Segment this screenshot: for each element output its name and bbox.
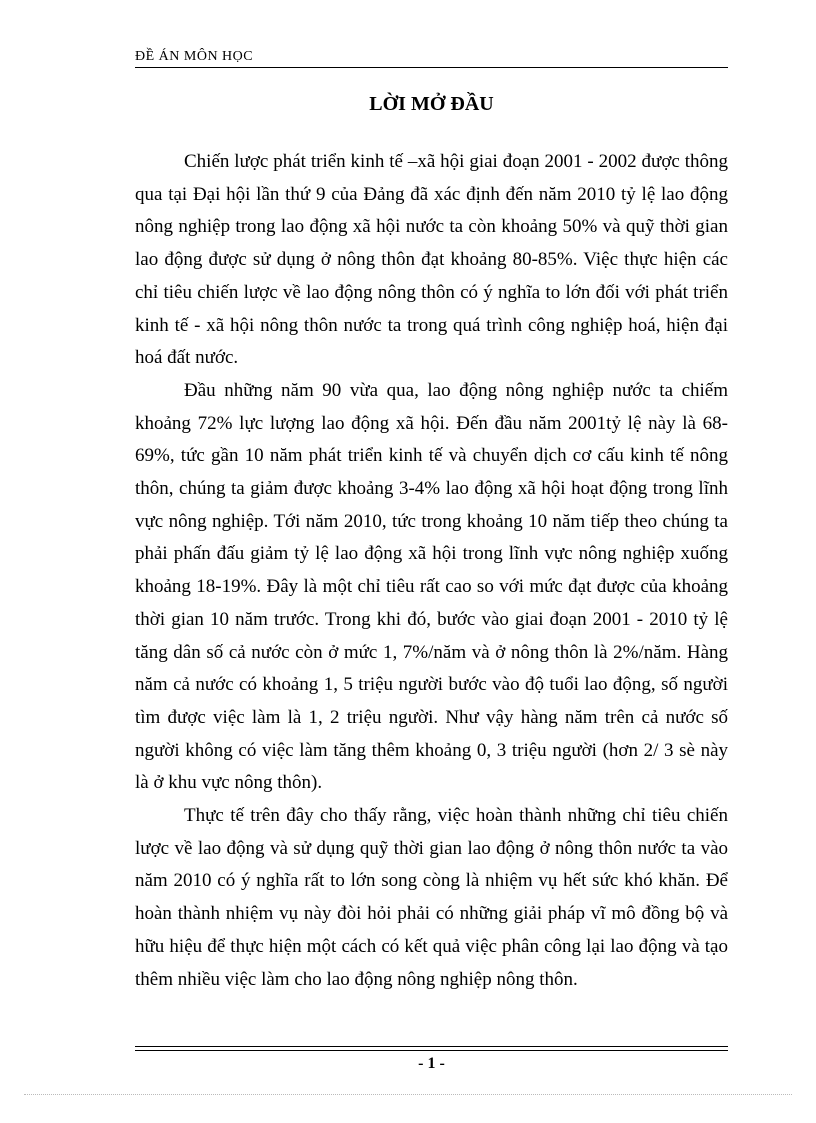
body-text [135, 146, 728, 996]
footer-divider-top [135, 1046, 728, 1047]
header-divider [135, 67, 728, 68]
page-title: LỜI MỞ ĐẦU [369, 93, 494, 115]
footer-divider-bottom [135, 1050, 728, 1051]
page-number: - 1 - [418, 1055, 445, 1072]
paragraph-2: Đầu những năm 90 vừa qua, lao động nông nghiệp nước ta chiếm khoảng 72% lực lượng lao động xã hội. Đến đầu năm 2001tỷ lệ này là 68-69%, tức gần 10 năm phát triển kinh tế và chuyển dịch cơ cấu kinh tế nông thôn, chúng ta giảm được khoảng 3-4% lao động xã hội hoạt động trong lĩnh vực nông nghiệp. Tới năm 2010, tức trong khoảng 10 năm tiếp theo chúng ta phải phấn đấu giảm tỷ lệ lao động xã hội trong lĩnh vực nông nghiệp xuống khoảng 18-19%. Đây là một chỉ tiêu rất cao so với mức đạt được của khoảng thời gian 10 năm trước. Trong khi đó, bước vào giai đoạn 2001 - 2010 tỷ lệ tăng dân số cả nước còn ở mức 1, 7%/năm và ở nông thôn là 2%/năm. Hàng năm cả nước có khoảng 1, 5 triệu người bước vào độ tuổi lao động, số người tìm được việc làm là 1, 2 triệu người. Như vậy hàng năm trên cả nước số người không có việc làm tăng thêm khoảng 0, 3 triệu người (hơn 2/ 3 sè này là ở khu vực nông thôn). [135, 379, 728, 794]
paragraph-3: Thực tế trên đây cho thấy rằng, việc hoàn thành những chỉ tiêu chiến lược về lao động và sử dụng quỹ thời gian lao động ở nông thôn nước ta vào năm 2010 có ý nghĩa rất to lớn song còng là nhiệm vụ hết sức khó khăn. Để hoàn thành nhiệm vụ này đòi hỏi phải có những giải pháp vĩ mô đồng bộ và hữu hiệu để thực hiện một cách có kết quả việc phân công lại lao động và tạo thêm nhiều việc làm cho lao động nông nghiệp nông thôn. [135, 805, 728, 990]
paragraph-1: Chiến lược phát triển kinh tế –xã hội giai đoạn 2001 - 2002 được thông qua tại Đại hội lần thứ 9 của Đảng đã xác định đến năm 2010 tỷ lệ lao động nông nghiệp trong lao động xã hội nước ta còn khoảng 50% và quỹ thời gian lao động được sử dụng ở nông thôn đạt khoảng 80-85%. Việc thực hiện các chỉ tiêu chiến lược về lao động nông thôn có ý nghĩa to lớn đối với phát triển kinh tế - xã hội nông thôn nước ta trong quá trình công nghiệp hoá, hiện đại hoá đất nước. [135, 151, 728, 369]
running-header: ĐỀ ÁN MÔN HỌC [135, 49, 254, 64]
page-edge-divider [24, 1094, 792, 1095]
